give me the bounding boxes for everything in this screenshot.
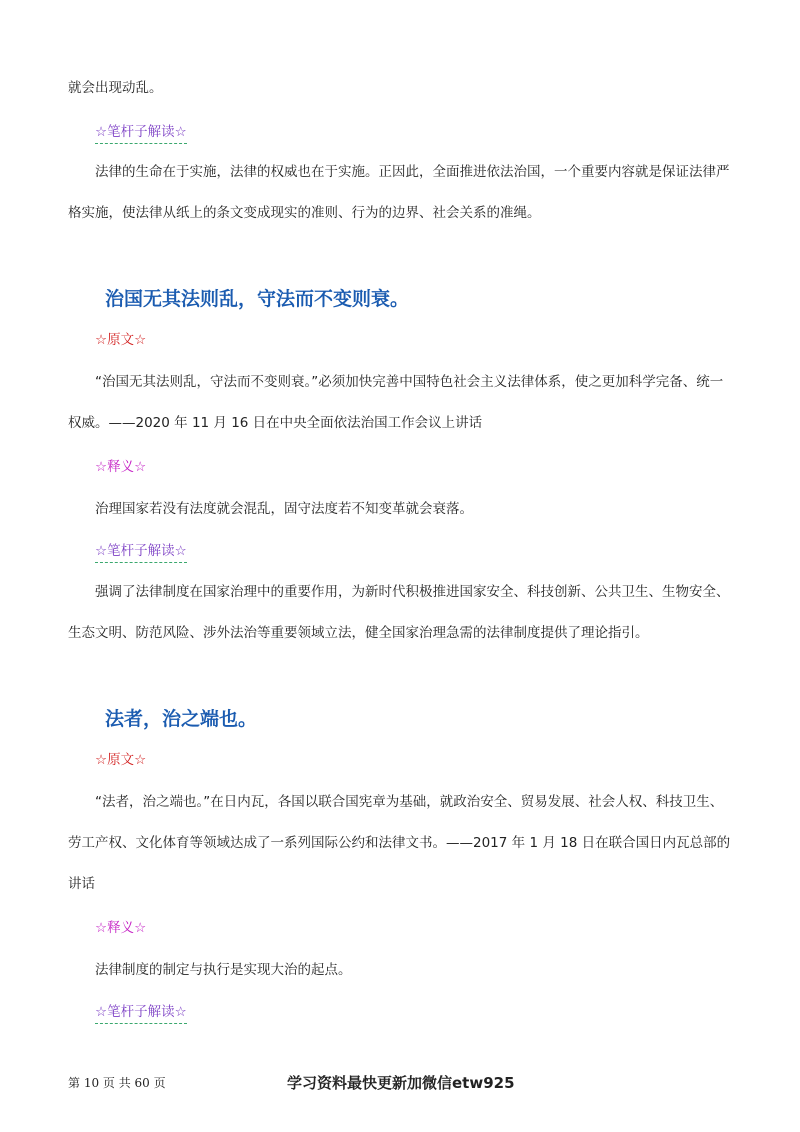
meaning-label: ☆释义☆ [95, 920, 147, 936]
continuation-text: 就会出现动乱。 [68, 80, 163, 96]
original-text: “法者，治之端也。”在日内瓦，各国以联合国宪章为基础，就政治安全、贸易发展、社会人权、科技卫生、劳工产权、文化体育等领域达成了一系列国际公约和法律文书。——2017 年 1 月 18 日在联合国日内瓦总部的讲话 [68, 794, 731, 892]
original-label: ☆原文☆ [95, 752, 147, 768]
interpretation-label: ☆笔杆子解读☆ [95, 122, 187, 144]
meaning-label: ☆释义☆ [95, 459, 147, 475]
interpretation-text: 强调了法律制度在国家治理中的重要作用，为新时代积极推进国家安全、科技创新、公共卫生、生物安全、生态文明、防范风险、涉外法治等重要领域立法，健全国家治理急需的法律制度提供了理论指引。 [68, 584, 730, 641]
interpretation-label: ☆笔杆子解读☆ [95, 541, 187, 563]
original-text: “治国无其法则乱，守法而不变则衰。”必须加快完善中国特色社会主义法律体系，使之更加科学完备、统一权威。——2020 年 11 月 16 日在中央全面依法治国工作会议上讲话 [68, 374, 724, 431]
interpretation-text: 法律的生命在于实施，法律的权威也在于实施。正因此，全面推进依法治国，一个重要内容就是保证法律严格实施，使法律从纸上的条文变成现实的准则、行为的边界、社会关系的准绳。 [68, 164, 730, 221]
section-heading: 治国无其法则乱，守法而不变则衰。 [105, 288, 410, 310]
meaning-text: 治理国家若没有法度就会混乱，固守法度若不知变革就会衰落。 [95, 501, 473, 517]
interpretation-label: ☆笔杆子解读☆ [95, 1002, 187, 1024]
original-label: ☆原文☆ [95, 332, 147, 348]
footer-note: 学习资料最快更新加微信etw925 [287, 1074, 515, 1092]
meaning-text: 法律制度的制定与执行是实现大治的起点。 [95, 962, 352, 978]
page-number: 第 10 页 共 60 页 [68, 1076, 166, 1090]
section-heading: 法者，治之端也。 [105, 708, 258, 730]
